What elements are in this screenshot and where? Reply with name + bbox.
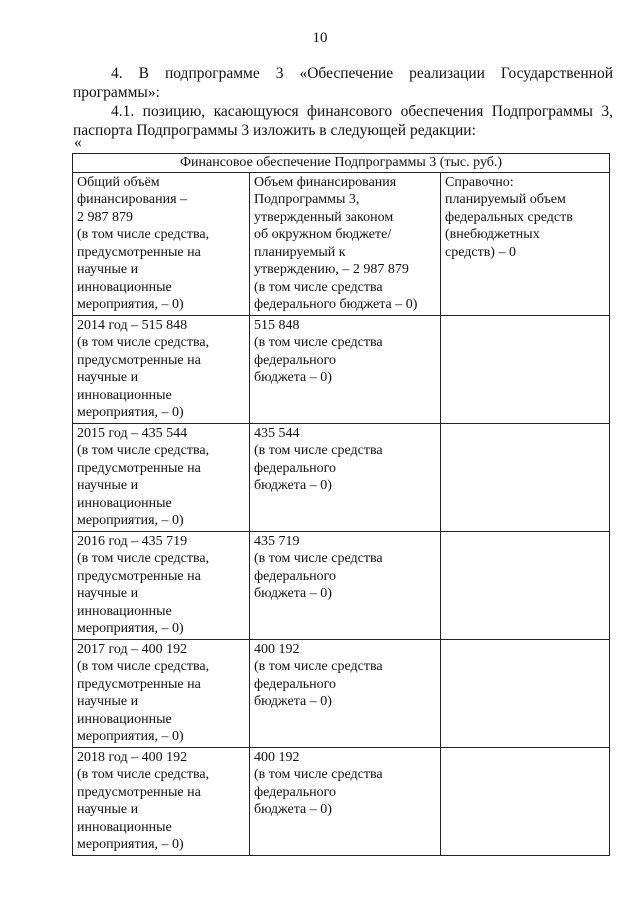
cell-line: инновационные — [77, 279, 172, 295]
cell-line: научные и — [77, 262, 139, 277]
cell-line: федерального бюджета – 0) — [254, 297, 418, 312]
cell-line: инновационные — [77, 495, 172, 511]
cell-line: Подпрограммы 3, — [254, 192, 360, 207]
cell-line: средств) – 0 — [445, 244, 516, 260]
year-federal-cell — [250, 747, 441, 855]
cell-line: бюджета – 0) — [254, 694, 332, 709]
year-federal-cell — [250, 531, 441, 639]
cell-line: федерального — [254, 352, 337, 368]
cell-line: (внебюджетных — [445, 227, 540, 242]
cell-line: (в том числе средства — [254, 551, 383, 566]
cell-line: федерального — [254, 784, 337, 800]
cell-line: (в том числе средства, — [77, 659, 210, 674]
year-total-cell — [73, 531, 250, 639]
year-federal-cell — [250, 315, 441, 423]
table-row — [73, 747, 610, 855]
cell-line: научные и — [77, 802, 139, 817]
cell-line: финансирования – — [77, 192, 188, 207]
cell-line: (в том числе средства — [254, 659, 383, 674]
cell-line: мероприятия, – 0) — [77, 297, 184, 312]
table-row — [73, 531, 610, 639]
cell-line: бюджета – 0) — [254, 370, 332, 385]
header-reference-cell — [441, 172, 610, 315]
cell-line: бюджета – 0) — [254, 802, 332, 817]
year-reference-cell — [441, 423, 610, 531]
cell-line: 2 987 879 — [77, 209, 133, 225]
cell-line: бюджета – 0) — [254, 586, 332, 601]
cell-line: (в том числе средства, — [77, 443, 210, 458]
table-row — [73, 639, 610, 747]
paragraph-subprogram: 4. В подпрограмме 3 «Обеспечение реализации Государственной программы»: — [73, 65, 613, 101]
cell-line: (в том числе средства, — [77, 227, 210, 242]
cell-line: 400 192 — [254, 641, 300, 657]
cell-line: 435 544 — [254, 425, 300, 441]
cell-line: предусмотренные на — [77, 784, 201, 800]
year-reference-cell — [441, 639, 610, 747]
cell-line: утверждению, – 2 987 879 — [254, 262, 409, 277]
year-total-cell — [73, 747, 250, 855]
year-reference-cell — [441, 315, 610, 423]
cell-line: федеральных средств — [445, 209, 573, 225]
cell-line: мероприятия, – 0) — [77, 405, 184, 420]
cell-line: предусмотренные на — [77, 352, 201, 368]
cell-line: мероприятия, – 0) — [77, 513, 184, 528]
cell-line: мероприятия, – 0) — [77, 729, 184, 744]
cell-line: федерального — [254, 460, 337, 476]
cell-line: 2018 год – 400 192 — [77, 749, 188, 765]
financing-table — [72, 153, 610, 856]
cell-line: (в том числе средства, — [77, 551, 210, 566]
year-federal-cell — [250, 639, 441, 747]
year-reference-cell — [441, 531, 610, 639]
cell-line: научные и — [77, 478, 139, 493]
cell-line: утвержденный законом — [254, 209, 394, 225]
cell-line: предусмотренные на — [77, 244, 201, 260]
cell-line: планируемый к — [254, 244, 346, 260]
cell-line: об окружном бюджете/ — [254, 227, 392, 242]
cell-line: (в том числе средства — [254, 279, 383, 295]
cell-line: инновационные — [77, 603, 172, 619]
year-reference-cell — [441, 747, 610, 855]
cell-line: планируемый объем — [445, 192, 566, 207]
cell-line: инновационные — [77, 387, 172, 403]
cell-line: предусмотренные на — [77, 676, 201, 692]
table-row — [73, 315, 610, 423]
intro-text — [73, 64, 613, 140]
year-total-cell — [73, 639, 250, 747]
page-number: 10 — [312, 30, 328, 46]
cell-line: научные и — [77, 370, 139, 385]
cell-line: (в том числе средства — [254, 767, 383, 782]
cell-line: (в том числе средства — [254, 443, 383, 458]
cell-line: (в том числе средства, — [77, 767, 210, 782]
year-total-cell — [73, 315, 250, 423]
cell-line: 435 719 — [254, 533, 300, 549]
cell-line: (в том числе средства — [254, 335, 383, 350]
cell-line: федерального — [254, 568, 337, 584]
cell-line: 515 848 — [254, 317, 300, 333]
table-title-row — [73, 154, 610, 173]
table-row — [73, 423, 610, 531]
cell-line: 400 192 — [254, 749, 300, 765]
opening-quote: « — [74, 134, 82, 151]
cell-line: предусмотренные на — [77, 568, 201, 584]
year-federal-cell — [250, 423, 441, 531]
cell-line: федерального — [254, 676, 337, 692]
cell-line: бюджета – 0) — [254, 478, 332, 493]
paragraph-position: 4.1. позицию, касающуюся финансового обеспечения Подпрограммы 3, паспорта Подпрограммы 3 изложить в следующей редакции: — [73, 103, 613, 139]
header-approved-cell — [250, 172, 441, 315]
cell-line: 2015 год – 435 544 — [77, 425, 188, 441]
cell-line: Общий объём — [77, 174, 160, 190]
cell-line: мероприятия, – 0) — [77, 621, 184, 636]
cell-line: Справочно: — [445, 174, 514, 190]
table-title: Финансовое обеспечение Подпрограммы 3 (тыс. руб.) — [73, 154, 610, 173]
cell-line: научные и — [77, 586, 139, 601]
cell-line: 2014 год – 515 848 — [77, 317, 188, 333]
cell-line: Объем финансирования — [254, 174, 397, 190]
table-header-row — [73, 172, 610, 315]
year-total-cell — [73, 423, 250, 531]
cell-line: 2017 год – 400 192 — [77, 641, 188, 657]
cell-line: предусмотренные на — [77, 460, 201, 476]
cell-line: 2016 год – 435 719 — [77, 533, 188, 549]
cell-line: научные и — [77, 694, 139, 709]
cell-line: инновационные — [77, 711, 172, 727]
cell-line: мероприятия, – 0) — [77, 837, 184, 852]
cell-line: инновационные — [77, 819, 172, 835]
header-total-cell — [73, 172, 250, 315]
cell-line: (в том числе средства, — [77, 335, 210, 350]
